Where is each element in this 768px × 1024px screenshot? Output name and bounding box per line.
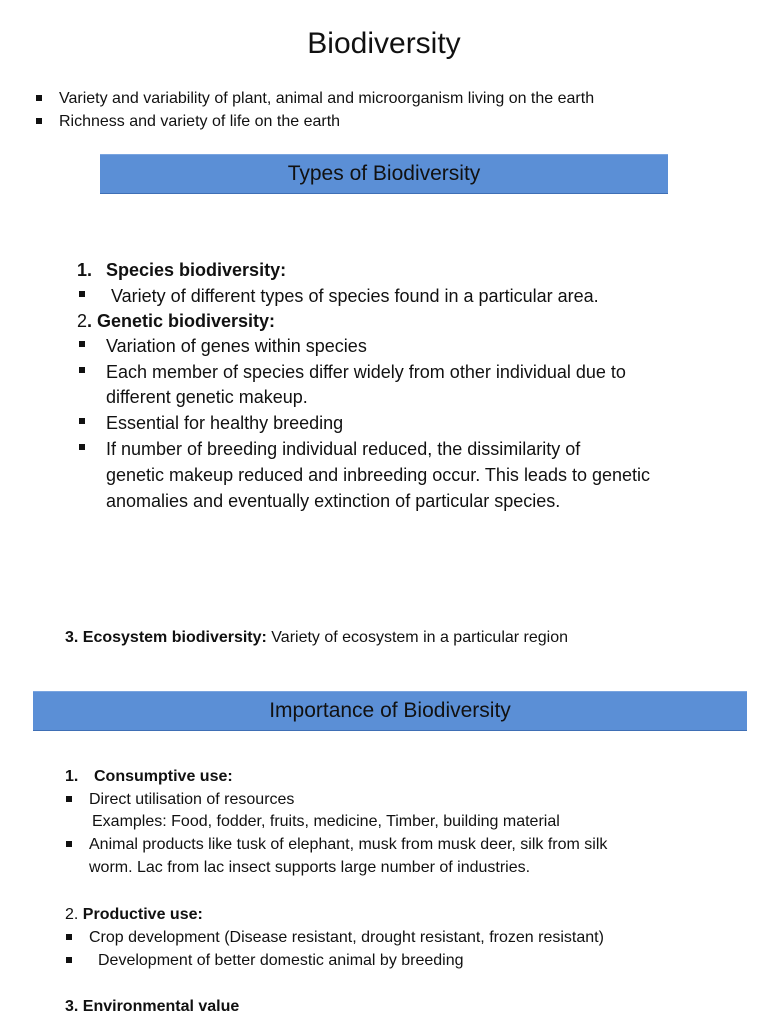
genetic-point-cont: genetic makeup reduced and inbreeding occur. This leads to genetic: [106, 465, 651, 485]
genetic-point: If number of breeding individual reduced, the dissimilarity of: [106, 439, 581, 459]
bullet-marker: [66, 934, 72, 940]
ecosystem-text: Variety of ecosystem in a particular region: [266, 629, 569, 646]
bullet-marker: [66, 841, 72, 847]
bullet-marker: [79, 418, 85, 424]
bullet-marker: [79, 341, 85, 347]
species-number: 1.: [77, 260, 93, 280]
importance-banner: Importance of Biodiversity: [33, 691, 747, 731]
consumptive-point: Direct utilisation of resources: [89, 791, 295, 808]
bullet-marker: [66, 957, 72, 963]
environmental-heading: 3. Environmental value: [65, 998, 240, 1015]
genetic-point-cont: different genetic makeup.: [106, 387, 308, 407]
productive-point: Development of better domestic animal by breeding: [98, 952, 464, 969]
bullet-marker: [36, 95, 42, 101]
consumptive-point-cont: worm. Lac from lac insect supports large number of industries.: [89, 859, 531, 876]
bullet-marker: [79, 291, 85, 297]
genetic-point: Each member of species differ widely from other individual due to: [106, 362, 626, 382]
genetic-point-cont: anomalies and eventually extinction of particular species.: [106, 491, 561, 511]
bullet-marker: [66, 796, 72, 802]
productive-heading: Productive use:: [78, 906, 203, 923]
species-point: Variety of different types of species found in a particular area.: [111, 286, 599, 306]
genetic-heading: . Genetic biodiversity:: [87, 311, 276, 331]
genetic-number: 2: [77, 311, 88, 331]
intro-item: Variety and variability of plant, animal and microorganism living on the earth: [59, 90, 595, 107]
consumptive-point: Animal products like tusk of elephant, musk from musk deer, silk from silk: [89, 836, 608, 853]
consumptive-heading: Consumptive use:: [94, 768, 233, 785]
consumptive-example: Examples: Food, fodder, fruits, medicine, Timber, building material: [92, 813, 560, 830]
productive-line: [65, 904, 203, 926]
consumptive-number: 1.: [65, 768, 79, 785]
productive-number: 2.: [65, 906, 79, 923]
bullet-marker: [79, 367, 85, 373]
productive-point: Crop development (Disease resistant, drought resistant, frozen resistant): [89, 929, 604, 946]
species-heading: Species biodiversity:: [106, 260, 287, 280]
ecosystem-heading: 3. Ecosystem biodiversity:: [65, 629, 267, 646]
ecosystem-line: [65, 627, 568, 649]
page-title: Biodiversity: [307, 27, 461, 60]
bullet-marker: [79, 444, 85, 450]
bullet-marker: [36, 118, 42, 124]
genetic-point: Variation of genes within species: [106, 336, 367, 356]
types-banner: Types of Biodiversity: [100, 154, 668, 194]
genetic-point: Essential for healthy breeding: [106, 413, 344, 433]
intro-item: Richness and variety of life on the earth: [59, 113, 341, 130]
